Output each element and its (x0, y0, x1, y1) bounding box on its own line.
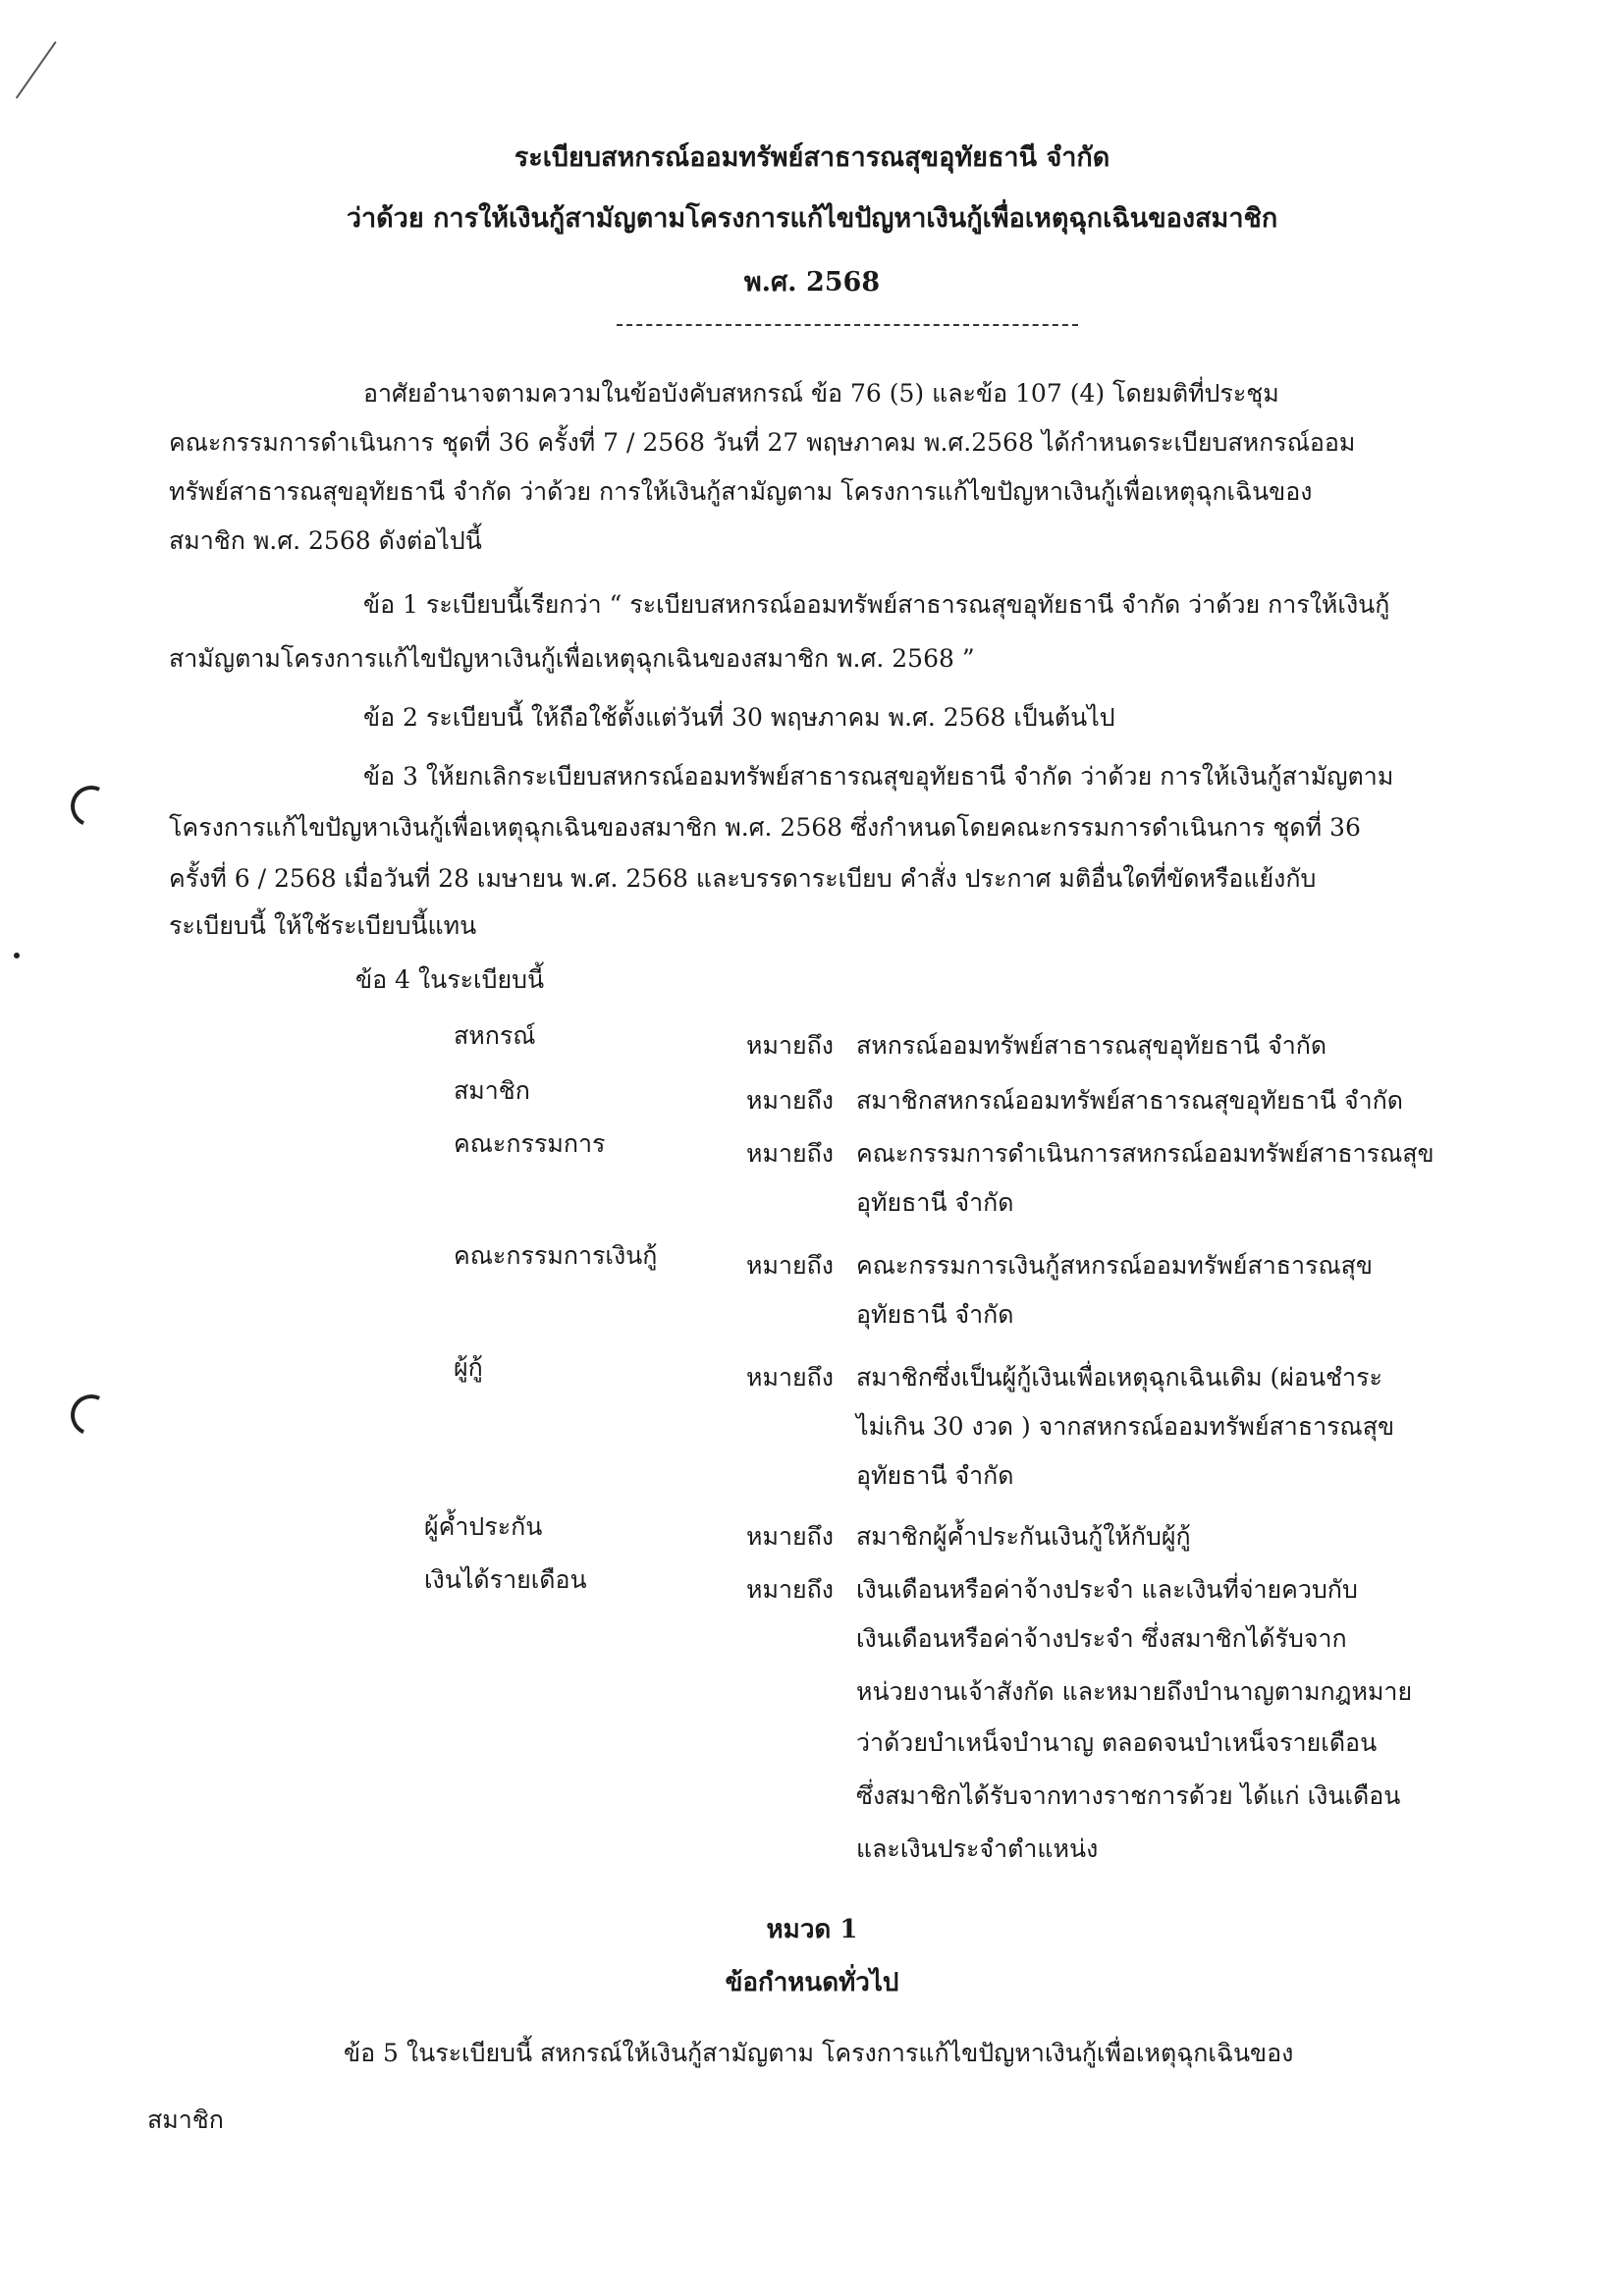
chapter-title: ข้อกำหนดทั่วไป (725, 1968, 899, 1997)
clause-3-line: ข้อ 3 ให้ยกเลิกระเบียบสหกรณ์ออมทรัพย์สาธารณสุขอุทัยธานี จำกัด ว่าด้วย การให้เงินกู้สามัญตาม (363, 762, 1394, 791)
definition-text: อุทัยธานี จำกัด (856, 1188, 1014, 1217)
definition-text: ไม่เกิน 30 งวด ) จากสหกรณ์ออมทรัพย์สาธารณสุข (856, 1412, 1395, 1441)
definition-means: หมายถึง (746, 1251, 834, 1280)
definition-text: และเงินประจำตำแหน่ง (856, 1834, 1099, 1863)
definition-text: อุทัยธานี จำกัด (856, 1300, 1014, 1329)
punch-hole-bottom (65, 1389, 118, 1442)
definition-means: หมายถึง (746, 1575, 834, 1604)
preamble-line: สมาชิก พ.ศ. 2568 ดังต่อไปนี้ (169, 526, 482, 555)
definition-text: สหกรณ์ออมทรัพย์สาธารณสุขอุทัยธานี จำกัด (856, 1031, 1327, 1060)
definition-term: สมาชิก (454, 1076, 530, 1105)
definition-term: คณะกรรมการ (454, 1129, 606, 1158)
preamble-line: คณะกรรมการดำเนินการ ชุดที่ 36 ครั้งที่ 7 / 2568 วันที่ 27 พฤษภาคม พ.ศ.2568 ได้กำหนดระเบียบสหกรณ์ออม (169, 428, 1356, 457)
definition-means: หมายถึง (746, 1086, 834, 1115)
preamble-line: อาศัยอำนาจตามความในข้อบังคับสหกรณ์ ข้อ 76 (5) และข้อ 107 (4) โดยมติที่ประชุม (363, 379, 1279, 408)
punch-hole-top (65, 780, 118, 833)
definition-term: สหกรณ์ (454, 1021, 536, 1050)
clause-3-line: ครั้งที่ 6 / 2568 เมื่อวันที่ 28 เมษายน พ.ศ. 2568 และบรรดาระเบียบ คำสั่ง ประกาศ มติอื่นใดที่ขัดหรือแย้งกับ (169, 864, 1317, 893)
definition-text: ซึ่งสมาชิกได้รับจากทางราชการด้วย ได้แก่ เงินเดือน (856, 1781, 1401, 1810)
definition-text: หน่วยงานเจ้าสังกัด และหมายถึงบำนาญตามกฎหมาย (856, 1677, 1413, 1706)
definition-term: เงินได้รายเดือน (424, 1565, 587, 1594)
clause-2-line: ข้อ 2 ระเบียบนี้ ให้ถือใช้ตั้งแต่วันที่ 30 พฤษภาคม พ.ศ. 2568 เป็นต้นไป (363, 703, 1115, 732)
definition-term: คณะกรรมการเงินกู้ (454, 1241, 658, 1270)
scan-speck (14, 953, 20, 958)
definition-text: สมาชิกสหกรณ์ออมทรัพย์สาธารณสุขอุทัยธานี จำกัด (856, 1086, 1404, 1115)
definition-term: ผู้กู้ (454, 1353, 483, 1382)
clause-5-line: ข้อ 5 ในระเบียบนี้ สหกรณ์ให้เงินกู้สามัญตาม โครงการแก้ไขปัญหาเงินกู้เพื่อเหตุฉุกเฉินของ (344, 2039, 1294, 2067)
definition-means: หมายถึง (746, 1139, 834, 1168)
chapter-label: หมวด 1 (766, 1915, 858, 1944)
doc-title-year: พ.ศ. 2568 (743, 267, 881, 298)
definition-means: หมายถึง (746, 1522, 834, 1551)
pen-mark (16, 41, 57, 98)
definition-text: สมาชิกผู้ค้ำประกันเงินกู้ให้กับผู้กู้ (856, 1522, 1191, 1551)
definition-term: ผู้ค้ำประกัน (424, 1512, 543, 1541)
clause-3-line: โครงการแก้ไขปัญหาเงินกู้เพื่อเหตุฉุกเฉินของสมาชิก พ.ศ. 2568 ซึ่งกำหนดโดยคณะกรรมการดำเนินการ ชุดที่ 36 (169, 813, 1361, 842)
definition-text: คณะกรรมการเงินกู้สหกรณ์ออมทรัพย์สาธารณสุข (856, 1251, 1374, 1280)
clause-1-line: ข้อ 1 ระเบียบนี้เรียกว่า “ ระเบียบสหกรณ์ออมทรัพย์สาธารณสุขอุทัยธานี จำกัด ว่าด้วย การให้เงินกู้ (363, 590, 1390, 619)
preamble-line: ทรัพย์สาธารณสุขอุทัยธานี จำกัด ว่าด้วย การให้เงินกู้สามัญตาม โครงการแก้ไขปัญหาเงินกู้เพื่อเหตุฉุกเฉินของ (169, 477, 1313, 506)
title-divider (617, 324, 1078, 326)
definition-text: เงินเดือนหรือค่าจ้างประจำ ซึ่งสมาชิกได้รับจาก (856, 1624, 1347, 1653)
clause-5-line: สมาชิก (147, 2105, 224, 2134)
doc-title-line2: ว่าด้วย การให้เงินกู้สามัญตามโครงการแก้ไขปัญหาเงินกู้เพื่อเหตุฉุกเฉินของสมาชิก (346, 203, 1278, 234)
definition-text: ว่าด้วยบำเหน็จบำนาญ ตลอดจนบำเหน็จรายเดือน (856, 1728, 1378, 1757)
definition-text: อุทัยธานี จำกัด (856, 1461, 1014, 1490)
definition-means: หมายถึง (746, 1031, 834, 1060)
definition-text: สมาชิกซึ่งเป็นผู้กู้เงินเพื่อเหตุฉุกเฉินเดิม (ผ่อนชำระ (856, 1363, 1382, 1392)
clause-1-line: สามัญตามโครงการแก้ไขปัญหาเงินกู้เพื่อเหตุฉุกเฉินของสมาชิก พ.ศ. 2568 ” (169, 644, 975, 673)
doc-title-line1: ระเบียบสหกรณ์ออมทรัพย์สาธารณสุขอุทัยธานี จำกัด (514, 142, 1110, 173)
definition-text: คณะกรรมการดำเนินการสหกรณ์ออมทรัพย์สาธารณสุข (856, 1139, 1435, 1168)
clause-3-line: ระเบียบนี้ ให้ใช้ระเบียบนี้แทน (169, 911, 477, 940)
definition-means: หมายถึง (746, 1363, 834, 1392)
definition-text: เงินเดือนหรือค่าจ้างประจำ และเงินที่จ่ายควบกับ (856, 1575, 1358, 1604)
clause-4-intro: ข้อ 4 ในระเบียบนี้ (355, 965, 545, 994)
